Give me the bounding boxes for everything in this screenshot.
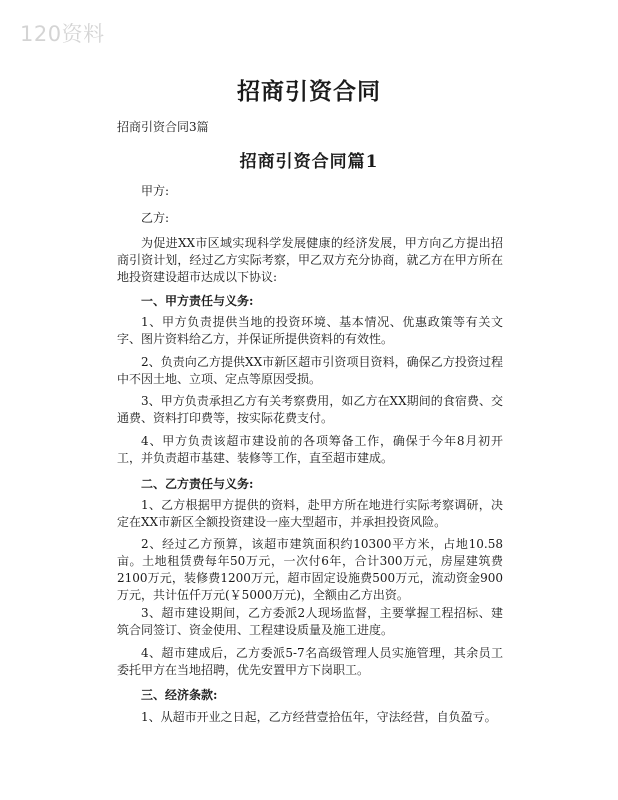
party-a-label: 甲方: [141, 184, 170, 198]
paragraph-b2: 2、经过乙方预算，该超市建筑面积约10300平方米，占地10.58亩。土地租赁费每年50万元，一次付6年，合计300万元，房屋建筑费2100万元，装修费1200万元，超市固定设施费500万元，流动资金900万元，共计伍仟万元(￥5000万元)，全额由乙方出资。 [117, 537, 503, 602]
watermark-text: 120资料 [20, 22, 105, 46]
party-b-label: 乙方: [141, 211, 170, 225]
paragraph-b4: 4、超市建成后，乙方委派5-7名高级管理人员实施管理，其余员工委托甲方在当地招聘，优先安置甲方下岗职工。 [117, 646, 503, 677]
document-subtitle: 招商引资合同3篇 [117, 120, 209, 134]
paragraph-c1: 1、从超市开业之日起，乙方经营壹拾伍年，守法经营，自负盈亏。 [141, 710, 497, 724]
paragraph-a3: 3、甲方负责承担乙方有关考察费用，如乙方在XX期间的食宿费、交通费、资料打印费等，按实际花费支付。 [117, 394, 503, 425]
paragraph-a4: 4、甲方负责该超市建设前的各项筹备工作，确保于今年8月初开工，并负责超市基建、装修等工作，直至超市建成。 [117, 434, 503, 465]
section-title: 招商引资合同篇1 [239, 152, 379, 172]
section-heading-party-a: 一、甲方责任与义务: [141, 294, 254, 308]
document-title: 招商引资合同 [237, 79, 381, 105]
intro-paragraph: 为促进XX市区域实现科学发展健康的经济发展，甲方向乙方提出招商引资计划，经过乙方实际考察，甲乙双方充分协商，就乙方在甲方所在地投资建设超市达成以下协议: [117, 236, 503, 284]
paragraph-b1: 1、乙方根据甲方提供的资料，赴甲方所在地进行实际考察调研，决定在XX市新区全额投资建设一座大型超市，并承担投资风险。 [117, 498, 503, 529]
section-heading-party-b: 二、乙方责任与义务: [141, 477, 254, 491]
section-heading-economic: 三、经济条款: [141, 688, 218, 702]
paragraph-a1: 1、甲方负责提供当地的投资环境、基本情况、优惠政策等有关文字、图片资料给乙方，并保证所提供资料的有效性。 [117, 315, 503, 346]
paragraph-a2: 2、负责向乙方提供XX市新区超市引资项目资料，确保乙方投资过程中不因土地、立项、定点等原因受损。 [117, 355, 503, 386]
paragraph-b3: 3、超市建设期间，乙方委派2人现场监督，主要掌握工程招标、建筑合同签订、资金使用、工程建设质量及施工进度。 [117, 606, 503, 637]
